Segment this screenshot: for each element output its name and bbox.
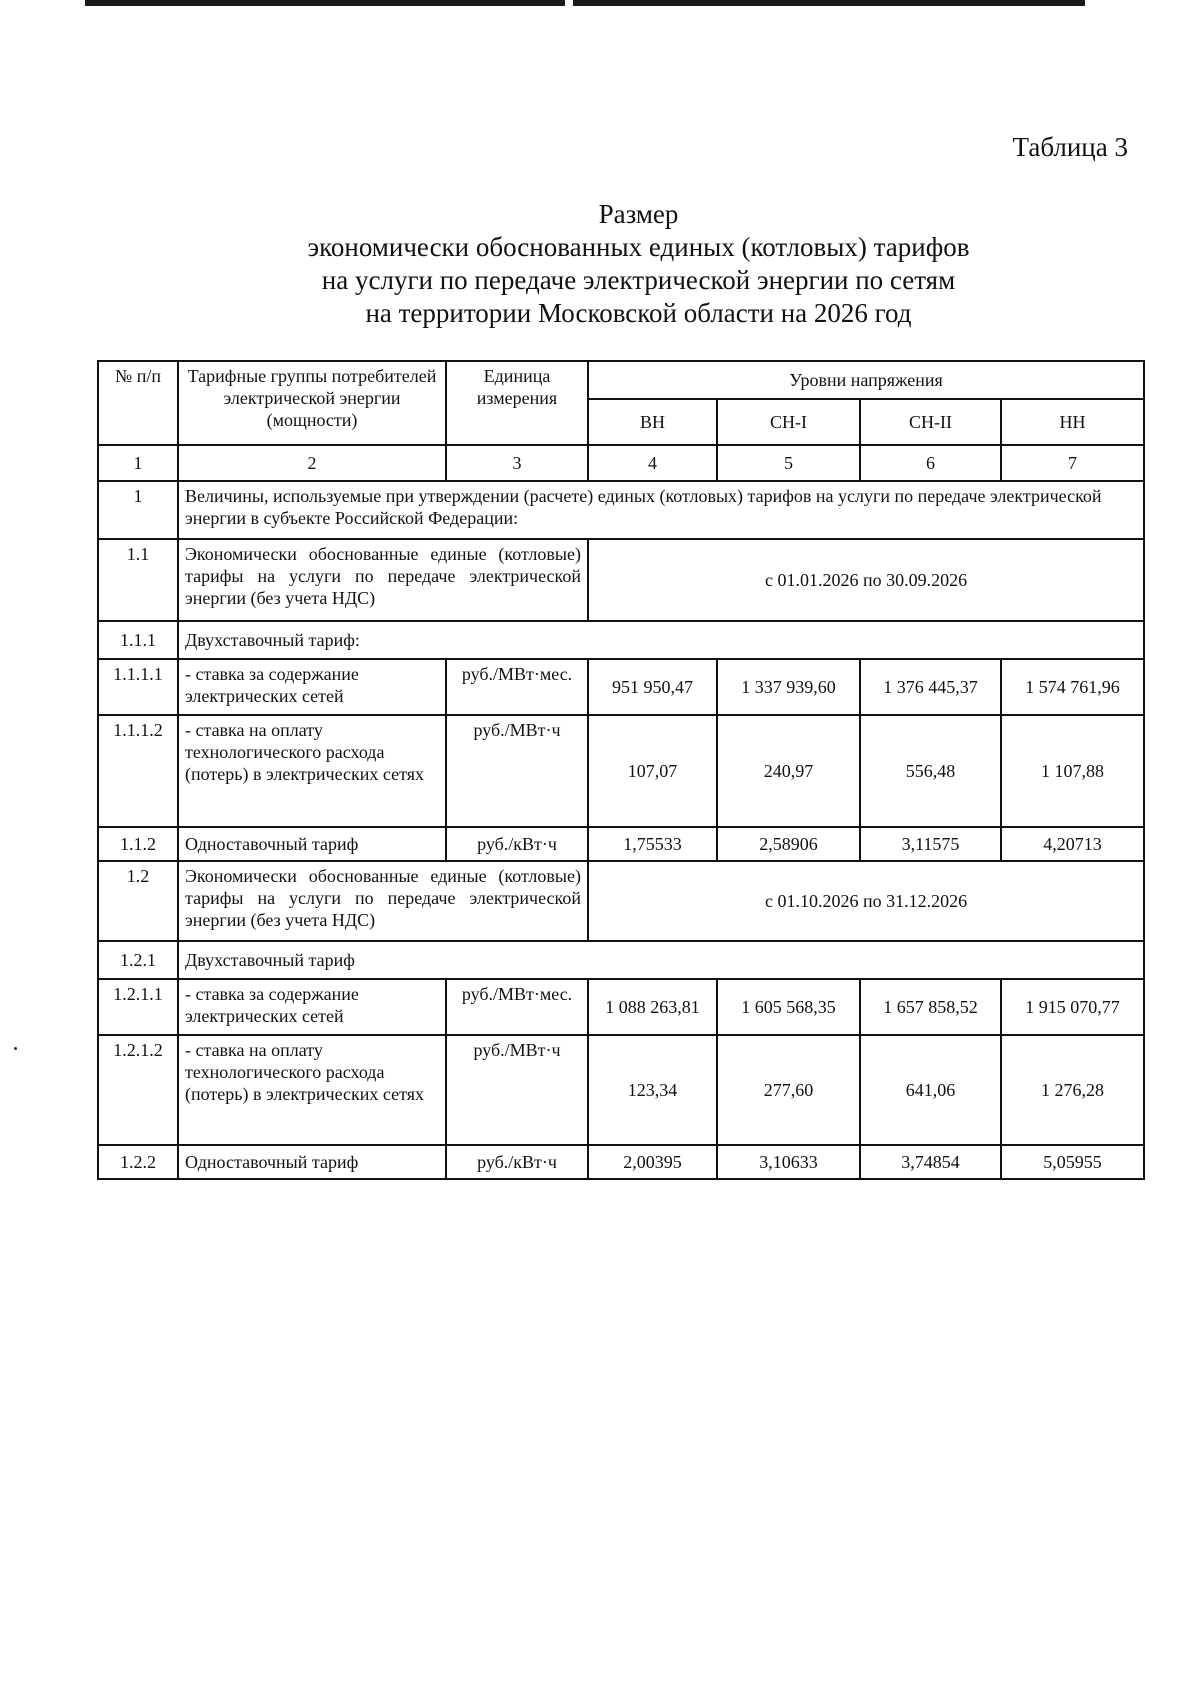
- value-nn: 1 276,28: [1001, 1035, 1144, 1145]
- table-row: [98, 715, 1144, 827]
- table-row: [98, 621, 1144, 659]
- col-number: 4: [588, 445, 717, 481]
- table-row: [98, 979, 1144, 1035]
- row-period: с 01.01.2026 по 30.09.2026: [588, 539, 1144, 621]
- value-vn: 2,00395: [588, 1145, 717, 1179]
- value-sn2: 1 657 858,52: [860, 979, 1001, 1035]
- title-line: экономически обоснованных единых (котловых) тарифов: [307, 232, 970, 262]
- row-unit: руб./МВт·мес.: [446, 979, 588, 1035]
- row-text: Двухставочный тариф:: [178, 621, 1144, 659]
- row-num: 1.1.1: [98, 621, 178, 659]
- header-num: № п/п: [98, 361, 178, 445]
- header-nn: НН: [1001, 399, 1144, 445]
- row-text: Экономически обоснованные единые (котловые) тарифы на услуги по передаче электрической энергии (без учета НДС): [178, 539, 588, 621]
- value-vn: 951 950,47: [588, 659, 717, 715]
- col-number: 7: [1001, 445, 1144, 481]
- value-nn: 1 574 761,96: [1001, 659, 1144, 715]
- value-sn1: 277,60: [717, 1035, 860, 1145]
- col-number: 6: [860, 445, 1001, 481]
- value-sn1: 240,97: [717, 715, 860, 827]
- row-text: Одноставочный тариф: [178, 1145, 446, 1179]
- value-sn1: 2,58906: [717, 827, 860, 861]
- value-nn: 4,20713: [1001, 827, 1144, 861]
- value-sn2: 641,06: [860, 1035, 1001, 1145]
- col-number: 1: [98, 445, 178, 481]
- row-unit: руб./кВт·ч: [446, 1145, 588, 1179]
- table-row: [98, 1035, 1144, 1145]
- row-num: 1.2.1: [98, 941, 178, 979]
- value-sn1: 1 605 568,35: [717, 979, 860, 1035]
- header-sn1: СН-I: [717, 399, 860, 445]
- row-text: Величины, используемые при утверждении (расчете) единых (котловых) тарифов на услуги по передаче электрической энергии в субъекте Российской Федерации:: [178, 481, 1144, 539]
- column-numbers-row: [98, 445, 1144, 481]
- row-num: 1: [98, 481, 178, 539]
- row-num: 1.1.2: [98, 827, 178, 861]
- row-num: 1.2.1.1: [98, 979, 178, 1035]
- header-unit: Единица измерения: [446, 361, 588, 445]
- value-vn: 1,75533: [588, 827, 717, 861]
- header-row: [98, 361, 1144, 399]
- header-vn: ВН: [588, 399, 717, 445]
- table-row: [98, 1145, 1144, 1179]
- table-row: [98, 827, 1144, 861]
- header-group: Тарифные группы потребителей электрической энергии (мощности): [178, 361, 446, 445]
- row-text: - ставка за содержание электрических сетей: [178, 659, 446, 715]
- col-number: 5: [717, 445, 860, 481]
- value-nn: 5,05955: [1001, 1145, 1144, 1179]
- table-row: [98, 861, 1144, 941]
- table-row: [98, 481, 1144, 539]
- title-line: Размер: [598, 199, 679, 229]
- title-line: на территории Московской области на 2026 год: [365, 298, 912, 328]
- value-sn2: 3,74854: [860, 1145, 1001, 1179]
- table-label: Таблица 3: [1012, 132, 1128, 162]
- row-text: Экономически обоснованные единые (котловые) тарифы на услуги по передаче электрической энергии (без учета НДС): [178, 861, 588, 941]
- col-number: 2: [178, 445, 446, 481]
- row-text: Двухставочный тариф: [178, 941, 1144, 979]
- value-sn2: 3,11575: [860, 827, 1001, 861]
- title-line: на услуги по передаче электрической энергии по сетям: [321, 265, 956, 295]
- value-sn1: 1 337 939,60: [717, 659, 860, 715]
- value-vn: 1 088 263,81: [588, 979, 717, 1035]
- col-number: 3: [446, 445, 588, 481]
- row-text: - ставка на оплату технологического расхода (потерь) в электрических сетях: [178, 1035, 446, 1145]
- document-title: [0, 198, 1200, 330]
- table-row: [98, 941, 1144, 979]
- tariff-table: [97, 360, 1145, 1180]
- table-row: [98, 539, 1144, 621]
- row-period: с 01.10.2026 по 31.12.2026: [588, 861, 1144, 941]
- value-vn: 123,34: [588, 1035, 717, 1145]
- row-num: 1.1: [98, 539, 178, 621]
- value-nn: 1 915 070,77: [1001, 979, 1144, 1035]
- header-sn2: СН-II: [860, 399, 1001, 445]
- value-nn: 1 107,88: [1001, 715, 1144, 827]
- value-sn2: 1 376 445,37: [860, 659, 1001, 715]
- value-vn: 107,07: [588, 715, 717, 827]
- scan-top-edge: [85, 0, 1085, 6]
- row-num: 1.1.1.1: [98, 659, 178, 715]
- value-sn1: 3,10633: [717, 1145, 860, 1179]
- scan-speck: [14, 1047, 17, 1050]
- row-text: - ставка на оплату технологического расхода (потерь) в электрических сетях: [178, 715, 446, 827]
- row-unit: руб./МВт·мес.: [446, 659, 588, 715]
- table-row: [98, 659, 1144, 715]
- header-voltage-levels: Уровни напряжения: [588, 361, 1144, 399]
- row-text: Одноставочный тариф: [178, 827, 446, 861]
- row-num: 1.2.1.2: [98, 1035, 178, 1145]
- row-unit: руб./кВт·ч: [446, 827, 588, 861]
- row-text: - ставка за содержание электрических сетей: [178, 979, 446, 1035]
- row-unit: руб./МВт·ч: [446, 715, 588, 827]
- row-unit: руб./МВт·ч: [446, 1035, 588, 1145]
- row-num: 1.2.2: [98, 1145, 178, 1179]
- row-num: 1.2: [98, 861, 178, 941]
- value-sn2: 556,48: [860, 715, 1001, 827]
- row-num: 1.1.1.2: [98, 715, 178, 827]
